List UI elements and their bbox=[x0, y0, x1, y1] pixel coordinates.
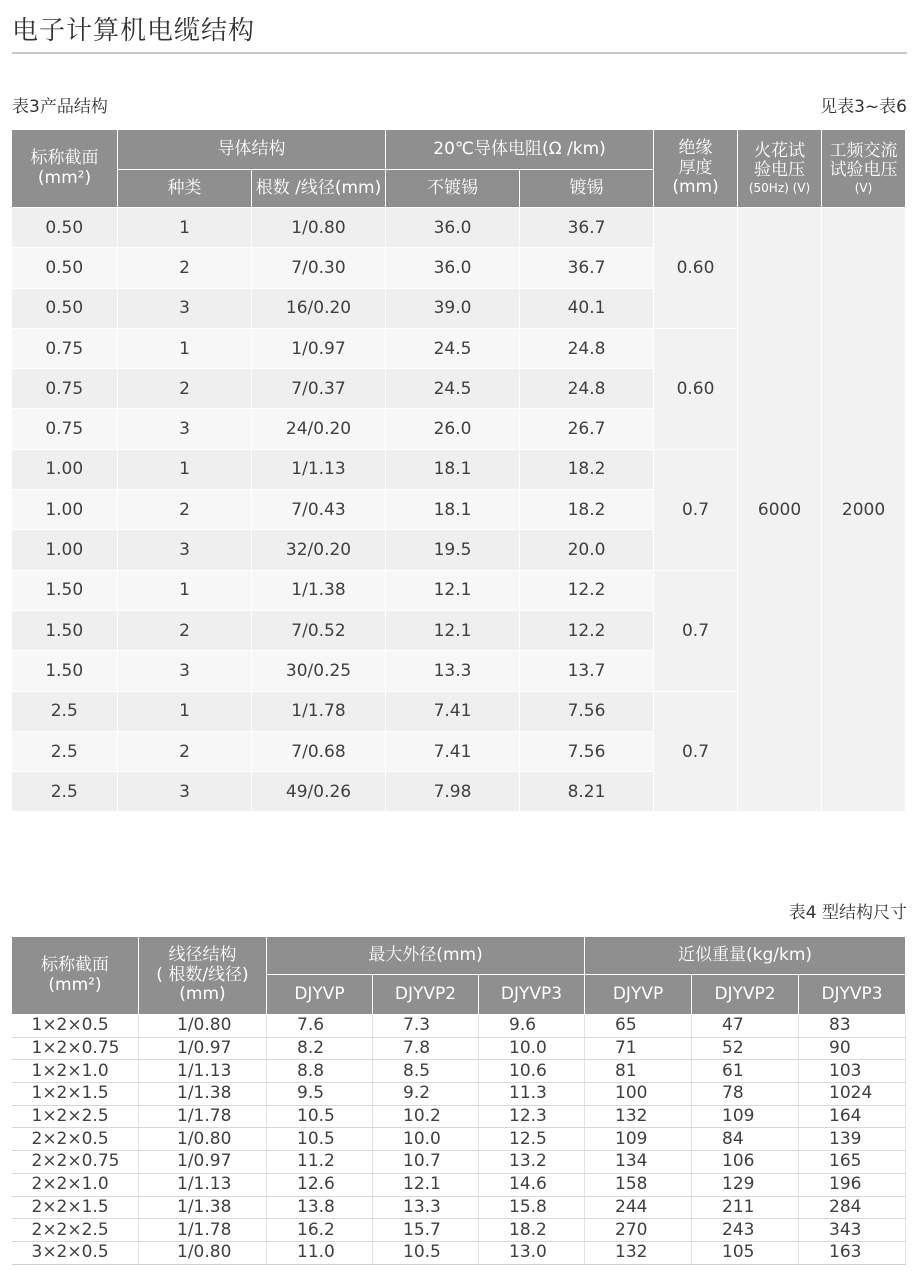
header-resistance: 20℃导体电阻(Ω /km) bbox=[386, 130, 654, 170]
header-type: 种类 bbox=[118, 170, 252, 208]
cell-outer-diameter: 12.1 bbox=[373, 1173, 479, 1196]
cell-outer-diameter: 13.0 bbox=[479, 1241, 585, 1264]
cell-strands: 24/0.20 bbox=[252, 409, 386, 449]
cell-strands: 16/0.20 bbox=[252, 288, 386, 328]
table-row bbox=[12, 1151, 906, 1174]
cell-weight: 83 bbox=[799, 1015, 906, 1038]
cell-structure: 1/1.13 bbox=[139, 1060, 267, 1083]
cell-weight: 196 bbox=[799, 1173, 906, 1196]
cell-structure: 1/1.78 bbox=[139, 1219, 267, 1242]
cell-size: 2×2×0.75 bbox=[12, 1151, 139, 1174]
cell-type: 1 bbox=[118, 449, 252, 489]
header-model: DJYVP3 bbox=[799, 975, 906, 1015]
cell-outer-diameter: 18.2 bbox=[479, 1219, 585, 1242]
table3-caption: 表3产品结构 bbox=[12, 97, 108, 117]
cell-strands: 49/0.26 bbox=[252, 772, 386, 812]
cell-outer-diameter: 7.3 bbox=[373, 1015, 479, 1038]
cell-strands: 1/1.13 bbox=[252, 449, 386, 489]
cell-weight: 65 bbox=[585, 1015, 692, 1038]
cell-size: 1×2×0.75 bbox=[12, 1037, 139, 1060]
cell-weight: 132 bbox=[585, 1105, 692, 1128]
cell-outer-diameter: 13.3 bbox=[373, 1196, 479, 1219]
cell-insulation: 0.60 bbox=[654, 328, 738, 449]
cell-outer-diameter: 7.6 bbox=[267, 1015, 373, 1038]
cell-section: 1.50 bbox=[12, 570, 118, 610]
cell-outer-diameter: 12.5 bbox=[479, 1128, 585, 1151]
cell-outer-diameter: 10.7 bbox=[373, 1151, 479, 1174]
cell-strands: 1/1.38 bbox=[252, 570, 386, 610]
cell-strands: 7/0.30 bbox=[252, 248, 386, 288]
cell-resistance-plain: 26.0 bbox=[386, 409, 520, 449]
cell-weight: 52 bbox=[692, 1037, 799, 1060]
cell-structure: 1/0.80 bbox=[139, 1241, 267, 1264]
cell-outer-diameter: 14.6 bbox=[479, 1173, 585, 1196]
cell-resistance-plain: 7.41 bbox=[386, 731, 520, 771]
cell-resistance-tinned: 18.2 bbox=[520, 449, 654, 489]
header-model: DJYVP bbox=[585, 975, 692, 1015]
cell-outer-diameter: 8.5 bbox=[373, 1060, 479, 1083]
table-row bbox=[12, 1128, 906, 1151]
cell-strands: 7/0.43 bbox=[252, 490, 386, 530]
cell-outer-diameter: 11.2 bbox=[267, 1151, 373, 1174]
cell-strands: 1/1.78 bbox=[252, 691, 386, 731]
cell-outer-diameter: 9.2 bbox=[373, 1083, 479, 1106]
cell-resistance-tinned: 18.2 bbox=[520, 490, 654, 530]
cell-outer-diameter: 16.2 bbox=[267, 1219, 373, 1242]
cell-section: 0.50 bbox=[12, 248, 118, 288]
header-max-od: 最大外径(mm) bbox=[267, 937, 585, 975]
cell-section: 0.50 bbox=[12, 208, 118, 248]
cell-weight: 244 bbox=[585, 1196, 692, 1219]
cell-resistance-tinned: 12.2 bbox=[520, 610, 654, 650]
cell-resistance-plain: 39.0 bbox=[386, 288, 520, 328]
cell-type: 2 bbox=[118, 731, 252, 771]
cell-outer-diameter: 13.2 bbox=[479, 1151, 585, 1174]
product-structure-table bbox=[11, 129, 906, 812]
header-spark-voltage: 火花试验电压 (50Hz) (V) bbox=[738, 130, 822, 208]
table-row bbox=[12, 1219, 906, 1242]
cell-resistance-tinned: 8.21 bbox=[520, 772, 654, 812]
cell-strands: 1/0.80 bbox=[252, 208, 386, 248]
cell-type: 3 bbox=[118, 772, 252, 812]
cell-resistance-tinned: 7.56 bbox=[520, 691, 654, 731]
cell-weight: 109 bbox=[585, 1128, 692, 1151]
cell-section: 1.00 bbox=[12, 530, 118, 570]
cell-outer-diameter: 10.6 bbox=[479, 1060, 585, 1083]
cell-size: 1×2×1.5 bbox=[12, 1083, 139, 1106]
cell-strands: 7/0.37 bbox=[252, 369, 386, 409]
cell-weight: 106 bbox=[692, 1151, 799, 1174]
cell-section: 0.75 bbox=[12, 369, 118, 409]
header-model: DJYVP2 bbox=[373, 975, 479, 1015]
title-divider bbox=[12, 52, 907, 54]
table-row bbox=[12, 1083, 906, 1106]
cell-section: 2.5 bbox=[12, 691, 118, 731]
cell-weight: 163 bbox=[799, 1241, 906, 1264]
cell-strands: 1/0.97 bbox=[252, 328, 386, 368]
table-row bbox=[12, 1037, 906, 1060]
cell-section: 0.50 bbox=[12, 288, 118, 328]
cell-resistance-plain: 18.1 bbox=[386, 490, 520, 530]
cell-weight: 109 bbox=[692, 1105, 799, 1128]
cell-outer-diameter: 12.3 bbox=[479, 1105, 585, 1128]
cell-resistance-plain: 7.41 bbox=[386, 691, 520, 731]
cell-type: 2 bbox=[118, 490, 252, 530]
cell-resistance-plain: 24.5 bbox=[386, 328, 520, 368]
cell-insulation: 0.7 bbox=[654, 570, 738, 691]
header-tinned: 镀锡 bbox=[520, 170, 654, 208]
cell-weight: 71 bbox=[585, 1037, 692, 1060]
cell-weight: 270 bbox=[585, 1219, 692, 1242]
cell-type: 1 bbox=[118, 691, 252, 731]
header-section: 标称截面 (mm²) bbox=[12, 130, 118, 208]
cell-section: 1.50 bbox=[12, 610, 118, 650]
cell-outer-diameter: 9.5 bbox=[267, 1083, 373, 1106]
cell-structure: 1/0.97 bbox=[139, 1151, 267, 1174]
cell-outer-diameter: 10.5 bbox=[267, 1128, 373, 1151]
cell-outer-diameter: 12.6 bbox=[267, 1173, 373, 1196]
cell-resistance-plain: 36.0 bbox=[386, 208, 520, 248]
cell-weight: 100 bbox=[585, 1083, 692, 1106]
cell-strands: 7/0.52 bbox=[252, 610, 386, 650]
cell-type: 3 bbox=[118, 409, 252, 449]
cell-type: 1 bbox=[118, 570, 252, 610]
cell-resistance-tinned: 12.2 bbox=[520, 570, 654, 610]
cell-insulation: 0.7 bbox=[654, 691, 738, 812]
cell-type: 1 bbox=[118, 208, 252, 248]
cell-outer-diameter: 11.3 bbox=[479, 1083, 585, 1106]
cell-resistance-plain: 7.98 bbox=[386, 772, 520, 812]
cell-type: 2 bbox=[118, 248, 252, 288]
cell-resistance-tinned: 36.7 bbox=[520, 208, 654, 248]
cell-resistance-plain: 18.1 bbox=[386, 449, 520, 489]
cell-outer-diameter: 10.5 bbox=[267, 1105, 373, 1128]
cell-resistance-tinned: 24.8 bbox=[520, 328, 654, 368]
cell-weight: 139 bbox=[799, 1128, 906, 1151]
cell-type: 3 bbox=[118, 651, 252, 691]
cell-strands: 7/0.68 bbox=[252, 731, 386, 771]
cell-structure: 1/1.38 bbox=[139, 1196, 267, 1219]
cell-strands: 30/0.25 bbox=[252, 651, 386, 691]
header-model: DJYVP2 bbox=[692, 975, 799, 1015]
table-row bbox=[12, 1196, 906, 1219]
cell-weight: 243 bbox=[692, 1219, 799, 1242]
cell-resistance-plain: 13.3 bbox=[386, 651, 520, 691]
cell-weight: 164 bbox=[799, 1105, 906, 1128]
cell-outer-diameter: 10.0 bbox=[373, 1128, 479, 1151]
header-insulation: 绝缘厚度 (mm) bbox=[654, 130, 738, 208]
table3-reference: 见表3~表6 bbox=[820, 97, 907, 117]
cell-structure: 1/1.13 bbox=[139, 1173, 267, 1196]
cell-weight: 284 bbox=[799, 1196, 906, 1219]
cell-weight: 84 bbox=[692, 1128, 799, 1151]
cell-weight: 211 bbox=[692, 1196, 799, 1219]
cell-weight: 47 bbox=[692, 1015, 799, 1038]
table-row bbox=[12, 1015, 906, 1038]
cell-section: 1.00 bbox=[12, 490, 118, 530]
cell-weight: 132 bbox=[585, 1241, 692, 1264]
cell-resistance-plain: 24.5 bbox=[386, 369, 520, 409]
cell-weight: 78 bbox=[692, 1083, 799, 1106]
cell-weight: 81 bbox=[585, 1060, 692, 1083]
cell-outer-diameter: 10.2 bbox=[373, 1105, 479, 1128]
cell-outer-diameter: 10.0 bbox=[479, 1037, 585, 1060]
header-conductor: 导体结构 bbox=[118, 130, 386, 170]
cell-resistance-plain: 12.1 bbox=[386, 570, 520, 610]
header-structure: 线径结构 ( 根数/线径) (mm) bbox=[139, 937, 267, 1015]
cell-section: 1.50 bbox=[12, 651, 118, 691]
cell-resistance-tinned: 7.56 bbox=[520, 731, 654, 771]
cell-weight: 90 bbox=[799, 1037, 906, 1060]
cell-type: 1 bbox=[118, 328, 252, 368]
cell-resistance-tinned: 26.7 bbox=[520, 409, 654, 449]
table-row bbox=[12, 1060, 906, 1083]
cell-structure: 1/0.97 bbox=[139, 1037, 267, 1060]
header-plain: 不镀锡 bbox=[386, 170, 520, 208]
cell-resistance-tinned: 24.8 bbox=[520, 369, 654, 409]
cell-structure: 1/0.80 bbox=[139, 1015, 267, 1038]
cell-weight: 343 bbox=[799, 1219, 906, 1242]
cell-size: 1×2×2.5 bbox=[12, 1105, 139, 1128]
cell-weight: 158 bbox=[585, 1173, 692, 1196]
cell-resistance-tinned: 40.1 bbox=[520, 288, 654, 328]
cell-type: 3 bbox=[118, 288, 252, 328]
cell-outer-diameter: 15.8 bbox=[479, 1196, 585, 1219]
header-ac-voltage: 工频交流试验电压 (V) bbox=[822, 130, 906, 208]
cell-size: 1×2×0.5 bbox=[12, 1015, 139, 1038]
cell-strands: 32/0.20 bbox=[252, 530, 386, 570]
cell-resistance-plain: 12.1 bbox=[386, 610, 520, 650]
cell-weight: 134 bbox=[585, 1151, 692, 1174]
table-row bbox=[12, 1241, 906, 1264]
header-model: DJYVP bbox=[267, 975, 373, 1015]
cell-structure: 1/0.80 bbox=[139, 1128, 267, 1151]
cell-section: 0.75 bbox=[12, 328, 118, 368]
cell-resistance-tinned: 13.7 bbox=[520, 651, 654, 691]
cell-outer-diameter: 15.7 bbox=[373, 1219, 479, 1242]
cell-structure: 1/1.78 bbox=[139, 1105, 267, 1128]
cell-insulation: 0.7 bbox=[654, 449, 738, 570]
cell-type: 2 bbox=[118, 610, 252, 650]
cell-ac-voltage: 2000 bbox=[822, 208, 906, 812]
cell-outer-diameter: 10.5 bbox=[373, 1241, 479, 1264]
dimension-table bbox=[11, 936, 906, 1265]
cell-size: 2×2×1.5 bbox=[12, 1196, 139, 1219]
cell-weight: 1024 bbox=[799, 1083, 906, 1106]
cell-weight: 129 bbox=[692, 1173, 799, 1196]
cell-weight: 61 bbox=[692, 1060, 799, 1083]
cell-outer-diameter: 11.0 bbox=[267, 1241, 373, 1264]
cell-size: 2×2×2.5 bbox=[12, 1219, 139, 1242]
header-weight: 近似重量(kg/km) bbox=[585, 937, 906, 975]
cell-outer-diameter: 7.8 bbox=[373, 1037, 479, 1060]
cell-structure: 1/1.38 bbox=[139, 1083, 267, 1106]
cell-section: 0.75 bbox=[12, 409, 118, 449]
cell-resistance-plain: 19.5 bbox=[386, 530, 520, 570]
cell-section: 1.00 bbox=[12, 449, 118, 489]
cell-type: 3 bbox=[118, 530, 252, 570]
cell-resistance-tinned: 36.7 bbox=[520, 248, 654, 288]
page-title: 电子计算机电缆结构 bbox=[12, 16, 256, 46]
cell-section: 2.5 bbox=[12, 731, 118, 771]
cell-weight: 105 bbox=[692, 1241, 799, 1264]
cell-section: 2.5 bbox=[12, 772, 118, 812]
cell-insulation: 0.60 bbox=[654, 208, 738, 329]
table4-caption: 表4 型结构尺寸 bbox=[788, 903, 907, 923]
cell-size: 3×2×0.5 bbox=[12, 1241, 139, 1264]
table-row bbox=[12, 1105, 906, 1128]
header-model: DJYVP3 bbox=[479, 975, 585, 1015]
table-row bbox=[12, 1173, 906, 1196]
header-strands: 根数 /线径(mm) bbox=[252, 170, 386, 208]
cell-outer-diameter: 13.8 bbox=[267, 1196, 373, 1219]
cell-resistance-tinned: 20.0 bbox=[520, 530, 654, 570]
header-section: 标称截面 (mm²) bbox=[12, 937, 139, 1015]
cell-size: 1×2×1.0 bbox=[12, 1060, 139, 1083]
cell-size: 2×2×1.0 bbox=[12, 1173, 139, 1196]
cell-spark-voltage: 6000 bbox=[738, 208, 822, 812]
cell-weight: 103 bbox=[799, 1060, 906, 1083]
cell-outer-diameter: 9.6 bbox=[479, 1015, 585, 1038]
cell-size: 2×2×0.5 bbox=[12, 1128, 139, 1151]
cell-resistance-plain: 36.0 bbox=[386, 248, 520, 288]
cell-outer-diameter: 8.8 bbox=[267, 1060, 373, 1083]
cell-outer-diameter: 8.2 bbox=[267, 1037, 373, 1060]
cell-weight: 165 bbox=[799, 1151, 906, 1174]
table-row bbox=[12, 208, 906, 248]
cell-type: 2 bbox=[118, 369, 252, 409]
